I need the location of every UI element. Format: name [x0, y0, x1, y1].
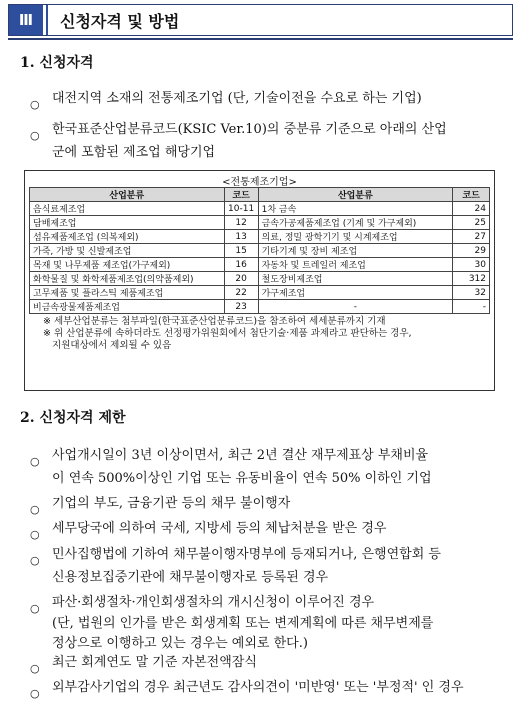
table-cell: 가구제조업 — [258, 286, 453, 300]
item-line: 신용정보집중기관에 채무불이행자로 등록된 경우 — [52, 570, 329, 585]
item-line: 이 연속 500%이상인 기업 또는 유동비율이 연속 50% 이하인 기업 — [52, 471, 432, 486]
table-row — [30, 258, 490, 272]
table-cell: 1차 금속 — [258, 202, 453, 216]
table-cell: 금속가공제품제조업 (기계 및 가구제외) — [258, 216, 453, 230]
table-note: 지원대상에서 제외될 수 있음 — [43, 340, 172, 351]
bullet-icon: ○ — [30, 129, 40, 142]
table-row — [30, 216, 490, 230]
item-line: 외부감사기업의 경우 최근년도 감사의견이 '미반영' 또는 '부정적' 인 경우 — [52, 680, 464, 695]
table-cell: 312 — [453, 272, 490, 286]
table-cell: 10-11 — [224, 202, 258, 216]
table-cell: 음식료제조업 — [30, 202, 225, 216]
section1-title: 1. 신청자격 — [20, 55, 94, 71]
section2-item-7 — [30, 676, 500, 699]
col-header-industry: 산업분류 — [30, 188, 225, 202]
table-cell: 29 — [453, 244, 490, 258]
bullet-icon: ○ — [30, 602, 40, 615]
table-cell: 16 — [224, 258, 258, 272]
table-cell: 담배제조업 — [30, 216, 225, 230]
table-row — [30, 202, 490, 216]
table-cell: 25 — [453, 216, 490, 230]
table-notes — [25, 316, 494, 352]
bullet-icon: ○ — [30, 662, 40, 675]
table-cell: 30 — [453, 258, 490, 272]
table-cell: 32 — [453, 286, 490, 300]
bullet-icon: ○ — [30, 528, 40, 541]
section2-item-5 — [30, 591, 500, 654]
section2-item-6 — [30, 651, 500, 674]
table-row — [30, 244, 490, 258]
item-line: 기업의 부도, 금융기관 등의 채무 불이행자 — [52, 496, 291, 511]
section2-item-4 — [30, 543, 500, 589]
item-line: (단, 법원의 인가를 받은 회생계획 또는 변제계획에 따른 채무변제를 — [52, 616, 434, 631]
section1-item-2 — [30, 118, 500, 164]
table-cell: 섬유제품제조업 (의복제외) — [30, 230, 225, 244]
header-underline — [8, 38, 513, 40]
section-number: Ⅲ — [9, 5, 43, 35]
table-cell: 목재 및 나무제품 제조업(가구제외) — [30, 258, 225, 272]
table-cell: 13 — [224, 230, 258, 244]
table-cell: - — [258, 300, 453, 314]
item-line: 파산·회생절차·개인회생절차의 개시신청이 이루어진 경우 — [52, 595, 375, 610]
table-row — [30, 272, 490, 286]
bullet-icon: ○ — [30, 687, 40, 700]
table-row — [30, 230, 490, 244]
item-line: 한국표준산업분류코드(KSIC Ver.10)의 중분류 기준으로 아래의 산업 — [52, 122, 447, 137]
table-note: ※ 세부산업분류는 첨부파일(한국표준산업분류코드)을 참조하여 세세분류까지 기재 — [43, 316, 386, 327]
item-line: 최근 회계연도 말 기준 자본전액잠식 — [52, 655, 257, 670]
bullet-icon: ○ — [30, 455, 40, 468]
item-line: 정상으로 이행하고 있는 경우는 예외로 한다.) — [52, 636, 308, 651]
table-cell: 비금속광물제품제조업 — [30, 300, 225, 314]
section2-item-1 — [30, 444, 500, 490]
table-cell: 23 — [224, 300, 258, 314]
industry-table-box — [24, 170, 495, 391]
industry-table — [29, 187, 490, 314]
col-header-code: 코드 — [453, 188, 490, 202]
table-cell: 15 — [224, 244, 258, 258]
section-title: 신청자격 및 방법 — [60, 11, 180, 31]
table-note: ※ 위 산업분류에 속하더라도 선정평가위원회에서 첨단기술·제품 과제라고 판단하는 경우, — [43, 328, 412, 339]
table-cell: 가죽, 가방 및 신발제조업 — [30, 244, 225, 258]
item-line: 민사집행법에 기하여 채무불이행자명부에 등재되거나, 은행연합회 등 — [52, 547, 441, 562]
item-line: 군에 포함된 제조업 해당기업 — [52, 145, 216, 160]
table-cell: 화학물질 및 화학제품제조업(의약품제외) — [30, 272, 225, 286]
table-cell: - — [453, 300, 490, 314]
section-header — [8, 4, 513, 36]
table-row — [30, 286, 490, 300]
item-line: 세무당국에 의하여 국세, 지방세 등의 체납처분을 받은 경우 — [52, 521, 387, 536]
table-cell: 의료, 정밀 광학기기 및 시계제조업 — [258, 230, 453, 244]
section2-title: 2. 신청자격 제한 — [20, 410, 126, 426]
table-row — [30, 300, 490, 314]
table-cell: 22 — [224, 286, 258, 300]
bullet-icon: ○ — [30, 554, 40, 567]
bullet-icon: ○ — [30, 503, 40, 516]
table-cell: 고무제품 및 플라스틱 제품제조업 — [30, 286, 225, 300]
table-header-row — [30, 188, 490, 202]
table-cell: 20 — [224, 272, 258, 286]
section2-item-2 — [30, 492, 500, 515]
section1-item-1 — [30, 87, 500, 110]
item-line: 사업개시일이 3년 이상이면서, 최근 2년 결산 재무제표상 부채비율 — [52, 448, 429, 463]
col-header-industry: 산업분류 — [258, 188, 453, 202]
section2-item-3 — [30, 517, 500, 540]
table-cell: 기타기계 및 장비 제조업 — [258, 244, 453, 258]
bullet-icon: ○ — [30, 98, 40, 111]
table-cell: 24 — [453, 202, 490, 216]
item-line: 대전지역 소재의 전통제조기업 (단, 기술이전을 수요로 하는 기업) — [52, 91, 422, 106]
table-caption: <전통제조기업> — [222, 177, 297, 188]
table-cell: 자동차 및 트레일러 제조업 — [258, 258, 453, 272]
col-header-code: 코드 — [224, 188, 258, 202]
table-cell: 철도장비제조업 — [258, 272, 453, 286]
table-cell: 12 — [224, 216, 258, 230]
table-cell: 27 — [453, 230, 490, 244]
